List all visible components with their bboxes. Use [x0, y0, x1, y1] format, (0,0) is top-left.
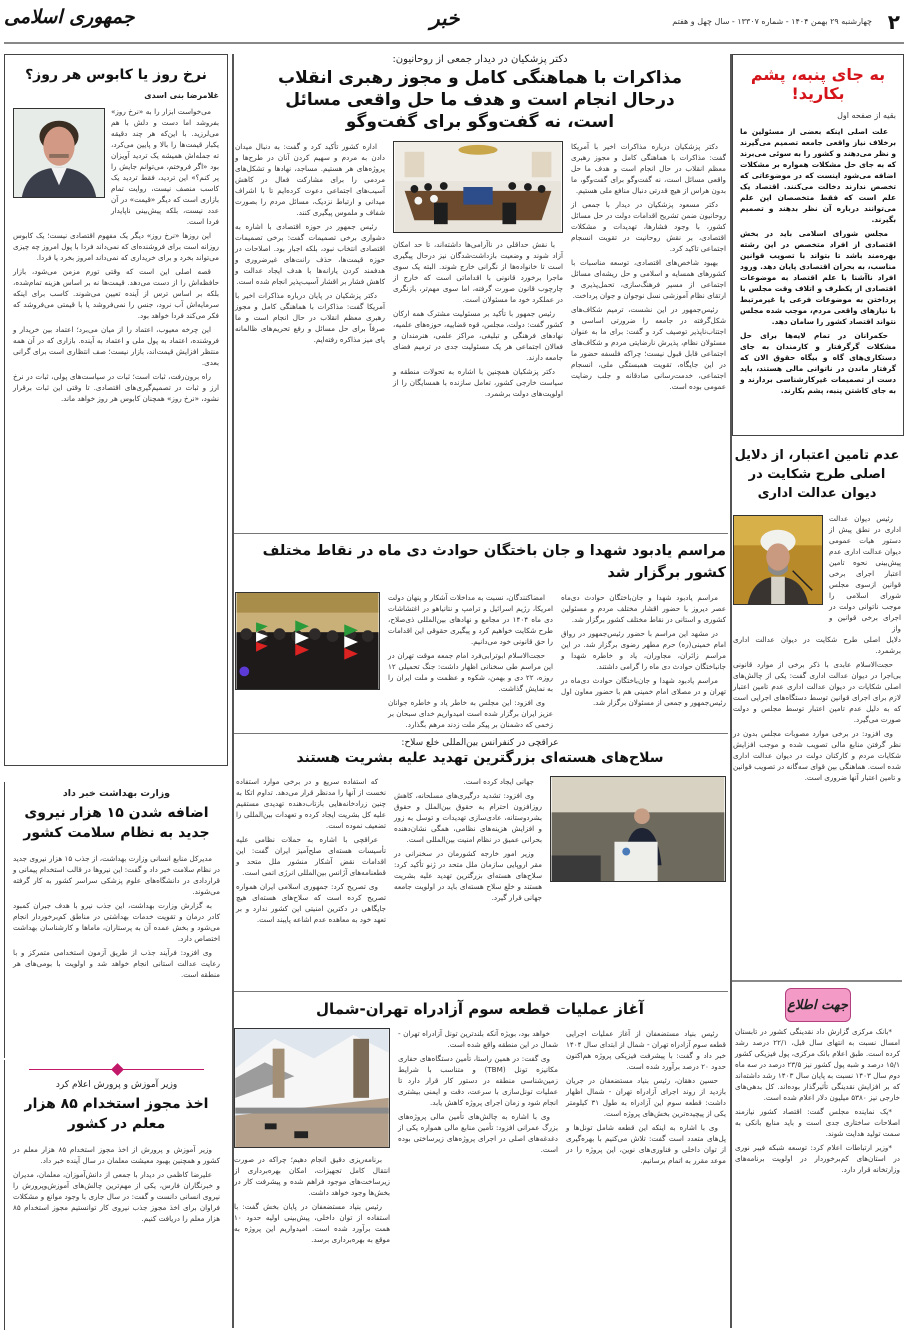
paragraph: امضاکنندگان، نسبت به مداخلات آشکار و پنهان دولت امریکا، رژیم اسرائیل و ترامپ و نتانیاهو در اغتشاشات دی ماه ۱۴۰۴ در مجامع و نهادهای بین‌المللی ذی‌صلاح، طرح شکایت خواهیم کرد و پیگیری حقوقی این اقدامات را حق قانونی خود می‌دانیم. [388, 593, 553, 646]
issue-line: چهارشنبه ۲۹ بهمن ۱۴۰۴ - شماره ۱۳۳۰۷ - سال چهل و هفتم [672, 17, 872, 26]
paragraph: رئیس جمهور در حوزه اقتصادی با اشاره به دشواری برخی تصمیمات گفت: برخی تصمیمات اقتصادی انتخاب نبود، بلکه اجبار بود. اصلاحات در حوزه قیمت‌ها، حذف رانت‌های غیرضروری و هدفمند کردن یارانه‌ها با هدف ایجاد عدالت و کاهش فشار بر اقشار آسیب‌پذیر انجام شده است. [235, 222, 385, 286]
paragraph: حکمرانان در تمام لایه‌ها برای حل مشکلات گرگرفتار و کارمندان به جای دستکاری‌های گاه و بیگاه حقوق الان که گرفتار ماندن در ناتوانی مالی هستند، باید دست از تصمیمات غیرکارشناسی بردارند و به جای کاشتن پنبه، پشم بکارند. [740, 331, 896, 395]
author-portrait-image [14, 109, 104, 197]
paragraph: دکتر مسعود پزشکیان در دیدار با جمعی از روحانیون ضمن تشریح اقدامات دولت در حل مسائل کشور، با وجود فشارها، تهدیدات و مشکلات اقتصادی، بر نقش روحانیت در تقویت انسجام اجتماعی تاکید کرد. [571, 200, 726, 253]
teacher-headline: اخذ مجوز استخدام ۸۵ هزار معلم در کشور [24, 1096, 209, 1132]
paragraph: رئیس بنیاد مستضعفان از آغاز عملیات اجرایی قطعه سوم آزادراه تهران - شمال از ابتدای سال ۱۴۰۴ خبر داد و گفت: با پیشرفت فیزیکی پروژه هم‌اکنون حدود ۲۰ درصد برآورد شده است. [566, 1029, 726, 1071]
paragraph: اداره کشور تأکید کرد و گفت: به دنبال میدان دادن به مردم و سهیم کردن آنان در طرح‌ها و پروژه‌های هر هستیم. مساجد، نهادها و تشکل‌های مردمی را برای مشارکت فعال در کاهش آسیب‌های اجتماعی دعوت کرده‌ایم تا با اشراف میدانی و ارتباط نزدیک، مسائل مردم را بصورت شفاف و ملموس پیگیری کنند. [235, 142, 385, 217]
paragraph: *وزیر ارتباطات اعلام کرد: توسعه شبکه فیبر نوری در استان‌های کم‌برخوردار در اولویت برنامه‌های وزارتخانه قرار دارد. [735, 1143, 900, 1174]
paragraph: این چرخه معیوب، اعتماد را از میان می‌برد؛ اعتماد بین خریدار و فروشنده، اعتماد به پول ملی و اعتماد به آینده. بازاری که در آن همه منتظر افزایش قیمت‌اند، بازار نیست؛ صف انتظاری است برای گرانی بعدی. [13, 325, 219, 367]
paragraph: این روزها «نرخ روز» دیگر یک مفهوم اقتصادی نیست؛ یک کابوس روزانه است برای فروشنده‌ای که نمی‌داند فردا با پول امروز چه چیزی می‌تواند بخرد و برای خریداری که نمی‌داند امروز بخرد یا فردا. [13, 231, 219, 262]
freeway-column-3 [234, 1154, 390, 1245]
teacher-body [13, 1144, 220, 1224]
paragraph: مجلس شورای اسلامی باید در بخش اقتصادی از افراد متخصص در این رشته بهره‌مند باشد تا بتواند با تصویب قوانین مناسب، به بحران اقتصادی پایان دهد. ورود افراد ناآشنا با علم اقتصاد به موضوعات اقتصادی از یکطرف و اتلاف وقت مجلس با پرداختن به موضوعات فرعی یا غیرمرتبط با نیازهای واقعی مردم، موجب شده مجلس نتواند اقتصاد کشور را سامان دهد. [740, 229, 896, 326]
paragraph: قصه اصلی این است که وقتی تورم مزمن می‌شود، بازار حافظه‌اش را از دست می‌دهد. قیمت‌ها نه بر اساس هزینه تمام‌شده، بلکه بر اساس ترس از آینده تعیین می‌شوند. کاسب برای اینکه سرمایه‌اش آب نرود، جنس را نمی‌فروشد یا با قیمتی می‌فروشد که فکر می‌کند فردا خواهد بود. [13, 267, 219, 320]
disarmament-headline: سلاح‌های هسته‌ای بزرگترین تهدید علیه بشریت هستند [296, 750, 664, 766]
memorial-column-2 [388, 592, 553, 730]
paragraph: وزیر امور خارجه کشورمان در سخنرانی در مقر اروپایی سازمان ملل متحد در ژنو تأکید کرد: سلاح‌های هسته‌ای بزرگترین تهدید علیه بشریت هستند و خلع سلاح هسته‌ای باید در اولویت جامعه جهانی قرار گیرد. [394, 849, 542, 902]
paragraph: حسین دهقان، رئیس بنیاد مستضعفان در جریان بازدید از روند اجرای آزادراه تهران - شمال اظهار داشت: قطعه سوم این آزادراه به طول ۳۱ کیلومتر یکی از پیچیده‌ترین بخش‌های پروژه است. [566, 1076, 726, 1118]
memorial-divider [234, 733, 728, 734]
disarmament-column-1 [394, 776, 542, 928]
snowy-freeway-image [235, 1029, 389, 1147]
lead-story [234, 50, 726, 530]
lead-headline: مذاکرات با هماهنگی کامل و مجوز رهبری انقلاب درحال انجام است و هدف ما حل واقعی مسائل است، نه گفت‌وگو برای گفت‌وگو [278, 68, 682, 132]
paragraph: وی افزود: فرآیند جذب از طریق آزمون استخدامی متمرکز و با رعایت عدالت استانی انجام خواهد شد و اولویت با بومی‌های هر منطقه است. [13, 948, 220, 979]
lead-column-1 [571, 141, 726, 402]
diamond-icon [111, 1063, 124, 1076]
paragraph: راه برون‌رفت، ثبات است؛ ثبات در سیاست‌های پولی، ثبات در نرخ ارز و ثبات در تصمیم‌گیری‌های اقتصادی. تا وقتی این ثبات برقرار نشود، «نرخ روز» همچنان کابوس هر روز خواهد ماند. [13, 372, 219, 403]
editorial-title: به جای پنبه، پشم بکارید! [750, 65, 886, 103]
paragraph: رئیس بنیاد مستضعفان در پایان بخش گفت: با استفاده از توان داخلی، پیش‌بینی اولیه حدود ۱۰ همت برآورد شده است. امیدواریم این پروژه به موقع به بهره‌برداری برسد. [234, 1202, 390, 1244]
freeway-column-2 [398, 1028, 558, 1248]
paragraph: دکتر پزشکیان در پایان درباره مذاکرات اخیر با آمریکا گفت: مذاکرات با هماهنگی کامل و مجوز رهبری معظم انقلاب در حال انجام است و ما صرفاً برای حل مسائل و رفع تحریم‌های ظالمانه پای میز مذاکره رفته‌ایم. [235, 291, 385, 344]
lead-kicker: دکتر پزشکیان در دیدار جمعی از روحانیون: [392, 54, 568, 65]
column-divider-left [232, 54, 234, 1328]
disarmament-story [234, 736, 726, 988]
author-photo [13, 108, 105, 198]
opinion-title: نرخ روز یا کابوس هر روز؟ [25, 67, 207, 83]
masthead [0, 0, 908, 46]
freeway-column-1 [566, 1028, 726, 1248]
paragraph: وی با اشاره به اینکه این قطعه شامل تونل‌ها و پل‌های متعدد است گفت: تلاش می‌کنیم با بهره‌گیری از توان داخلی و فناوری‌های نوین، این پروژه را در موعد مقرر به اتمام برسانیم. [566, 1123, 726, 1165]
paragraph: بهبود شاخص‌های اقتصادی، توسعه مناسبات با کشورهای همسایه و اسلامی و حل ریشه‌ای مسائل اجتماعی از مسیر فرهنگ‌سازی، تحمل‌پذیری و ارتقای نظام آموزشی نسل نوجوان و جوان پرداخت. [571, 258, 726, 300]
paragraph: وی افزود: در برخی موارد مصوبات مجلس بدون در نظر گرفتن منابع مالی تصویب شده و موجب افزایش شکایات مردم و کارکنان دولت در دیوان عدالت اداری شده است. هماهنگی بین قوای سه‌گانه در تصویب قوانین و تامین اعتبار آنها ضروری است. [733, 729, 901, 782]
paragraph: رئیس جمهور با تأکید بر مسئولیت مشترک همه ارکان کشور گفت: دولت، مجلس، قوه قضاییه، حوزه‌های علمیه، نهادهای فرهنگی و تبلیغی، مراکز علمی، هنرمندان و فعالان اجتماعی هر یک مسئولیت جدی در ترمیم فضای جامعه دارند. [393, 309, 563, 362]
court-body [733, 634, 901, 783]
paragraph: حجت‌الاسلام ابوترابی‌فرد امام جمعه موقت تهران در این مراسم طی سخنانی اظهار داشت: جنگ تحمیلی ۱۲ روزه، ۲۲ دی و بهمن، شکوه و عظمت و ملت ایران را به نمایش گذاشت. [388, 651, 553, 693]
paragraph: علت اصلی اینکه بعضی از مسئولین ما برخلاف نیاز واقعی جامعه تصمیم می‌گیرند و نظر می‌دهند و کشور را به سوئی می‌برند که به جای حل مشکلات همواره بر مشکلات اضافه می‌شود اینست که در موضوعاتی که تخصص ندارند دخالت می‌کنند. اقتصاد یک علم است که فقط متخصصان این علم می‌توانند درباره آن نظر بدهند و تصمیم بگیرند. [740, 127, 896, 224]
health-body [13, 853, 220, 980]
paragraph: وی افزود: تشدید درگیری‌های مسلحانه، کاهش روزافزون احترام به حقوق بین‌الملل و حقوق بشردوستانه، عادی‌سازی تهدیدات و توسل به زور و افزایش هزینه‌های نظامی، همگی نشان‌دهنده بحرانی عمیق در نظام امنیت بین‌المللی است. [394, 791, 542, 844]
opinion-box [4, 54, 228, 766]
page-number: ۲ [887, 10, 900, 34]
paragraph: علیرضا کاظمی در دیدار با جمعی از دانش‌آموزان، معلمان، مدیران و خبرنگاران فارس، یکی از مهم‌ترین چالش‌های آموزش‌وپرورش را نیروی انسانی دانست و گفت: در سال جاری با وجود موانع و مشکلات فراوان برای اخذ مجوز جذب نیروی کار توانستیم مجوز استخدام ۸۵ هزار معلم را دریافت کنیم. [13, 1170, 220, 1223]
paragraph: که استفاده سریع و در برخی موارد استفاده نخست از آنها را مدنظر قرار می‌دهد. تداوم اتکا به چنین زرادخانه‌هایی بازتاب‌دهنده تهدیدی مستقیم علیه کل بشریت ایجاد کرده و تعهدات بین‌المللی را تضعیف نموده است. [236, 777, 386, 830]
memorial-photo [235, 592, 380, 690]
araghchi-photo [550, 776, 726, 882]
disarmament-column-2 [236, 776, 386, 928]
paragraph: وی افزود: این مجلس به خاطر یاد و خاطره جوانان عزیز ایران برگزار شده است امیدواریم خدای سبحان بر زخمی که دشمنان بر پیکر ملت زدند مرهم بگذارد. [388, 698, 553, 729]
memorial-headline: مراسم یادبود شهدا و جان باختگان حوادث دی ماه در نقاط مختلف کشور برگزار شد [262, 543, 726, 581]
lead-column-3 [235, 141, 385, 402]
memorial-story [234, 536, 726, 730]
health-story [4, 782, 228, 1058]
column-divider-right [730, 54, 732, 1328]
crowd-flags-image [236, 593, 379, 689]
paragraph: رئیس‌جمهور در این نشست، ترمیم شکاف‌های شکل‌گرفته در جامعه را ضرورتی اساسی و اجتناب‌ناپذیر توصیف کرد و گفت: برای ما به عنوان مسئولان نظام، پذیرش نارضایتی مردم و شکاف‌های اجتماعی قابل قبول نیست؛ چراکه فلسفه حضور ما در این جایگاه، تقویت همبستگی ملی، انسجام اجتماعی، خدمت‌رسانی صادقانه و جلب رضایت عمومی بوده است. [571, 305, 726, 391]
freeway-story [234, 994, 726, 1330]
paragraph: به گزارش وزارت بهداشت، این جذب نیرو با هدف جبران کمبود کادر درمان و تقویت خدمات بهداشتی در مناطق کم‌برخوردار انجام می‌شود و بخش عمده آن به پرستاران، ماماها و کارشناسان بهداشت اختصاص دارد. [13, 901, 220, 943]
paragraph: دکتر پزشکیان همچنین با اشاره به تحولات منطقه و سیاست خارجی کشور، تعامل سازنده با همسایگان را از اولویت‌های دولت برشمرد. [393, 367, 563, 398]
section-title: خبر [430, 6, 460, 30]
opinion-author: غلامرضا بنی اسدی [144, 91, 219, 100]
teacher-story [4, 1060, 228, 1330]
paragraph: می‌خواست ابزار را به «نرخ روز» بفروشد اما دست و دلش با هم می‌لرزید. با این‌که هر چند دقیقه یکبار قیمت‌ها را بالا و پایین می‌کرد، ته جمله‌اش همیشه یک تردید آویزان بود «اگر فروختم، می‌توانم جایش را پر کنم؟» این تردید، فقط تردید یک کاسب منصف نیست، روایت تمام بازاری است که دیگر «قیمت» در آن عدد نیست، بلکه پیش‌بینی ناپایدار فردا است. [111, 107, 219, 226]
paragraph: دکتر پزشکیان درباره مذاکرات اخیر با آمریکا گفت: مذاکرات با هماهنگی کامل و مجوز رهبری معظم انقلاب در حال انجام است و هدف ما حل واقعی مسائل است، نه گفت‌وگو برای گفت‌وگو، ما بدون هراس از هیچ قدرتی دنبال منافع ملی هستیم. [571, 142, 726, 195]
paragraph: مراسم یادبود شهدا و جان‌باختگان حوادث دی‌ماه در تهران و در مصلای امام خمینی هم با حضور معاون اول رئیس‌جمهور و جمعی از مسئولان برگزار شد. [561, 676, 726, 707]
teacher-kicker: وزیر آموزش و پرورش اعلام کرد [55, 1080, 178, 1090]
court-lead: رئیس دیوان عدالت اداری در نطق پیش از دستور هیات عمومی دیوان عدالت اداری عدم پیش‌بینی نحوه تامین اعتبار اجرای برخی قوانین ازسوی مجلس شورای اسلامی را موجب ناتوانی دولت در اجرای برخی قوانین و واز [829, 514, 901, 633]
editorial-box [732, 54, 904, 436]
newspaper-logo: جمهوری اسلامی [4, 6, 135, 28]
paragraph: در مشهد این مراسم با حضور رئیس‌جمهور در رواق امام خمینی(ره) حرم مطهر رضوی برگزار شد. در این مراسم زائران، مجاوران، یاد و خاطره شهدا و جانباختگان حوادث دی ماه را گرامی داشتند. [561, 629, 726, 671]
judge-photo [733, 515, 823, 605]
paragraph: دلایل اصلی طرح شکایت در دیوان عدالت اداری برشمرد. [733, 635, 901, 655]
speaker-podium-image [551, 777, 725, 881]
paragraph: *بانک مرکزی گزارش داد نقدینگی کشور در تابستان امسال نسبت به انتهای سال قبل، ۲۲/۱ درصد رشد کرده است. طبق اعلام بانک مرکزی، پول فیزیکی کشور ۱۵/۱ درصد و شبه پول کشور نیز ۲۳/۵ درصد در سه ماه دوم سال ۱۴۰۳ نسبت به پایان سال ۱۴۰۳ رشد داشته‌اند که بر افزایش نقدینگی تأثیرگذار بوده‌اند. کل بدهی‌های خارجی نیز ۵۳۸۰ میلیون دلار اعلام شده است. [735, 1027, 900, 1102]
judge-portrait-image [734, 516, 822, 604]
court-story [730, 442, 904, 962]
memorial-column-1 [561, 592, 726, 730]
paragraph: وی تصریح کرد: جمهوری اسلامی ایران همواره تصریح کرده است که سلاح‌های هسته‌ای هیچ جایگاهی در دکترین امنیتی این کشور ندارد و بر تعهد خود به معاهده عدم اشاعه پایبند است. [236, 882, 386, 924]
continued-note: بقیه از صفحه اول [837, 111, 896, 120]
notice-box [730, 982, 904, 1328]
health-kicker: وزارت بهداشت خبر داد [62, 788, 171, 799]
paragraph: وی با اشاره به چالش‌های تأمین مالی پروژه‌های بزرگ عمرانی افزود: تأمین منابع مالی همواره یکی از دغدغه‌های اصلی در اجرای پروژه‌های زیرساختی بوده است. [398, 1112, 558, 1154]
notice-body [735, 1026, 900, 1175]
paragraph: مراسم یادبود شهدا و جان‌باختگان حوادث دی‌ماه عصر دیروز با حضور اقشار مختلف مردم و مسئولین کشوری و استانی در نقاط مختلف کشور برگزار شد. [561, 593, 726, 624]
paragraph: برنامه‌ریزی دقیق انجام دهیم؛ چراکه در صورت انتقال کامل تجهیزات، امکان بهره‌برداری از زیرساخت‌های موجود فراهم شده و پیشرفت کار در بخش‌ها وجود خواهد داشت. [234, 1155, 390, 1197]
lead-column-2 [393, 239, 563, 399]
freeway-photo [234, 1028, 390, 1148]
freeway-headline: آغاز عملیات قطعه سوم آزادراه تهران-شمال [316, 1000, 644, 1018]
disarmament-divider [234, 991, 728, 992]
paragraph: *یک نماینده مجلس گفت: اقتصاد کشور نیازمند اصلاحات ساختاری جدی است و باید منابع بانکی به سمت تولید هدایت شوند. [735, 1107, 900, 1138]
paragraph: عراقچی با اشاره به حملات نظامی علیه تأسیسات هسته‌ای صلح‌آمیز ایران گفت: این اقدامات نقض آشکار منشور ملل متحد و قطعنامه‌های آژانس بین‌المللی انرژی اتمی است. [236, 835, 386, 877]
paragraph: حجت‌الاسلام عابدی با ذکر برخی از موارد قانونی بی‌اجرا در دیوان عدالت اداری گفت: یکی از چالش‌های اصلی شکایات در دیوان عدالت اداری عدم تامین اعتبار لازم برای اجرای قوانین توسط دستگاه‌های اجرایی است که به دلیل عدم تامین اعتبار توسط مجلس و دولت صورت می‌گیرد. [733, 660, 901, 724]
paragraph: وی گفت: در همین راستا، تأمین دستگاه‌های حفاری مکانیزه تونل (TBM) و متناسب با شرایط زمین‌شناسی منطقه در دستور کار قرار دارد تا عملیات تونل‌سازی با سرعت، دقت و ایمنی بیشتری انجام شود و زمان اجرای پروژه کاهش یابد. [398, 1054, 558, 1107]
notice-badge: جهت اطلاع [785, 988, 851, 1022]
editorial-body [740, 126, 896, 396]
lead-story-divider [234, 533, 728, 534]
masthead-divider [4, 42, 904, 44]
court-headline: عدم تامین اعتبار، از دلایل اصلی طرح شکایت در دیوان عدالت اداری [734, 448, 900, 501]
paragraph: مدیرکل منابع انسانی وزارت بهداشت، از جذب ۱۵ هزار نیروی جدید در نظام سلامت خبر داد و گفت: این نیروها در قالب استخدام پیمانی و قراردادی در دانشگاه‌های علوم پزشکی سراسر کشور به کار گرفته می‌شوند. [13, 854, 220, 896]
paragraph: خواهد بود، بویژه آنکه بلندترین تونل آزادراه تهران - شمال در این منطقه واقع شده است. [398, 1029, 558, 1049]
disarmament-kicker: عراقچی در کنفرانس بین‌المللی خلع سلاح: [401, 738, 559, 748]
meeting-photo [393, 141, 563, 233]
paragraph: وزیر آموزش و پرورش از اخذ مجوز استخدام ۸۵ هزار معلم در کشور و همچنین بهبود معیشت معلمان در سال آینده خبر داد. [13, 1145, 220, 1165]
pink-ornament-divider [29, 1064, 204, 1074]
health-headline: اضافه شدن ۱۵ هزار نیروی جدید به نظام سلامت کشور [23, 805, 210, 841]
meeting-room-image [394, 142, 562, 232]
paragraph: جهانی ایجاد کرده است. [463, 777, 534, 786]
paragraph: با نقش حداقلی در ناآرامی‌ها داشته‌اند، تا حد امکان آزاد شوند و وضعیت بازداشت‌شدگان نیز درحال پیگیری است تا خانواده‌ها از نگرانی خارج شوند. البته یک سوی ماجرا برخورد قانونی با اقداماتی است که خارج از چارچوب قانون صورت گرفته، اما سوی مهم‌تر، بازنگری در عملکرد خود ما مسئولان است. [393, 240, 563, 304]
